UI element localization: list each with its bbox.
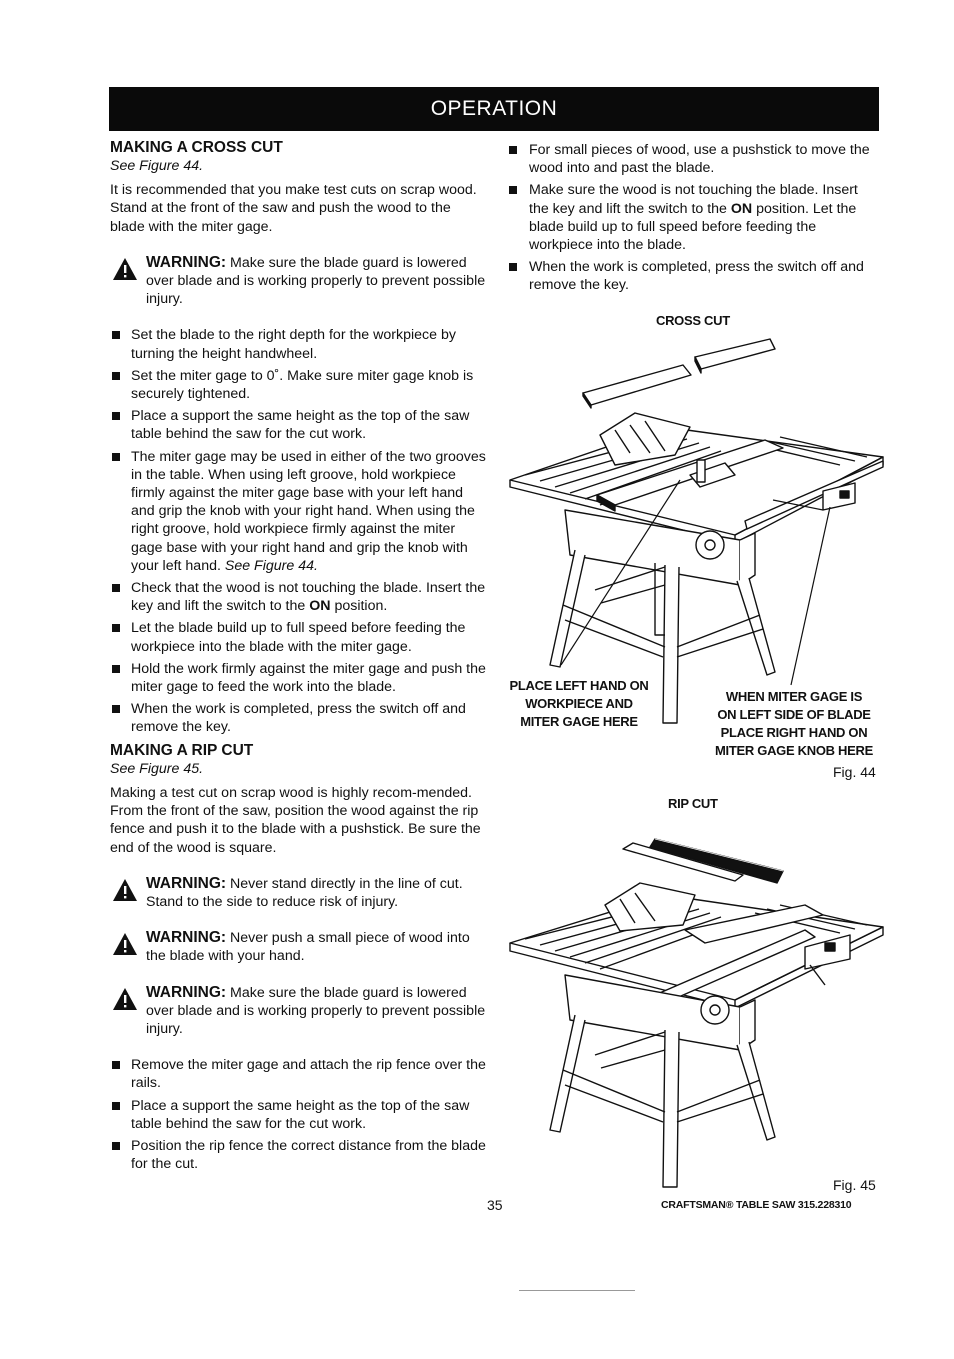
bullet-icon <box>112 331 120 339</box>
warning-block <box>110 875 486 911</box>
warning-text: Make sure the blade guard is lowered over blade and is working properly to prevent possible injury. <box>146 254 486 308</box>
fig44-right-callout: WHEN MITER GAGE IS ON LEFT SIDE OF BLADE PLACE RIGHT HAND ON MITER GAGE KNOB HERE <box>715 689 873 758</box>
warning-text: Make sure the blade guard is lowered over blade and is working properly to prevent possible injury. <box>146 984 486 1037</box>
list-item: Position the rip fence the correct distance from the blade for the cut. <box>110 1137 486 1173</box>
cross-cut-intro: It is recommended that you make test cuts on scrap wood. Stand at the front of the saw and push the wood to the blade with the miter gage. <box>110 182 477 235</box>
fig45-ref: Fig. 45 <box>833 1177 876 1193</box>
fig44-ref: Fig. 44 <box>833 764 876 780</box>
bullet-icon <box>509 146 517 154</box>
cross-cut-heading: MAKING A CROSS CUT <box>110 139 283 156</box>
warning-label: WARNING: <box>146 253 227 271</box>
warning-text: Never push a small piece of wood into the blade with your hand. <box>146 930 470 965</box>
bottom-rule <box>519 1290 635 1291</box>
fig44-left-callout: PLACE LEFT HAND ON WORKPIECE AND MITER GAGE HERE <box>509 678 649 729</box>
left-column <box>110 138 486 1177</box>
footer-model: CRAFTSMAN® TABLE SAW 315.228310 <box>661 1199 852 1211</box>
bullet-icon <box>112 584 120 592</box>
list-item: The miter gage may be used in either of the two grooves in the table. When using left groove, hold workpiece firmly against the miter gage base with your left hand and grip the knob with your right hand. When using the right groove, hold workpiece firmly against the miter gage base with your right hand and grip the knob with your left hand. See Figure 44. <box>110 448 486 575</box>
bullet-icon <box>112 453 120 461</box>
bullet-icon <box>509 186 517 194</box>
warning-icon <box>112 878 138 902</box>
bullet-icon <box>112 1061 120 1069</box>
bullet-icon <box>112 665 120 673</box>
warning-text: Never stand directly in the line of cut. Stand to the side to reduce risk of injury. <box>146 875 463 910</box>
bullet-icon <box>112 624 120 632</box>
list-item: When the work is completed, press the switch off and remove the key. <box>110 700 486 736</box>
list-item: Hold the work firmly against the miter gage and push the miter gage to feed the work into the blade. <box>110 660 486 696</box>
warning-icon <box>112 987 138 1011</box>
list-item: For small pieces of wood, use a pushstick to move the wood into and past the blade. <box>508 141 880 177</box>
bullet-icon <box>112 1102 120 1110</box>
rip-cut-figure-ref: See Figure 45. <box>110 760 204 777</box>
fig44-title: CROSS CUT <box>656 313 730 328</box>
list-item: Make sure the wood is not touching the blade. Insert the key and lift the switch to the ON position. Let the blade build up to full speed before feeding the workpiece into the blade. <box>508 181 880 254</box>
list-item: Set the blade to the right depth for the workpiece by turning the height handwheel. <box>110 326 486 362</box>
list-item: Let the blade build up to full speed before feeding the workpiece into the blade with the miter gage. <box>110 619 486 655</box>
list-item: Remove the miter gage and attach the rip fence over the rails. <box>110 1056 486 1092</box>
list-item: Check that the wood is not touching the blade. Insert the key and lift the switch to the ON position. <box>110 579 486 615</box>
warning-label: WARNING: <box>146 983 227 1001</box>
list-item: Place a support the same height as the top of the saw table behind the saw for the cut work. <box>110 1097 486 1133</box>
cross-cut-figure-ref: See Figure 44. <box>110 158 204 174</box>
fig45-illustration <box>505 835 885 1190</box>
fig44-illustration <box>505 335 885 730</box>
bullet-icon <box>112 1142 120 1150</box>
rip-cut-heading: MAKING A RIP CUT <box>110 741 254 759</box>
fig45-title: RIP CUT <box>668 796 718 811</box>
warning-icon <box>112 932 138 956</box>
page-number: 35 <box>487 1197 503 1213</box>
list-item: Place a support the same height as the top of the saw table behind the saw for the cut work. <box>110 407 486 443</box>
list-item: Set the miter gage to 0˚. Make sure miter gage knob is securely tightened. <box>110 367 486 403</box>
bullet-icon <box>112 372 120 380</box>
warning-label: WARNING: <box>146 874 227 892</box>
warning-icon <box>112 257 138 281</box>
warning-block <box>110 254 486 309</box>
bullet-icon <box>112 412 120 420</box>
warning-label: WARNING: <box>146 929 227 947</box>
warning-block <box>110 984 486 1039</box>
bullet-icon <box>509 263 517 271</box>
warning-block <box>110 929 486 965</box>
list-item: When the work is completed, press the switch off and remove the key. <box>508 258 880 294</box>
section-banner: OPERATION <box>109 87 879 131</box>
bullet-icon <box>112 705 120 713</box>
figure-ref: See Figure 44. <box>220 557 318 574</box>
rip-cut-intro: Making a test cut on scrap wood is highly recom-mended. From the front of the saw, position the wood against the rip fence and push it to the blade with a pushstick. Be sure the end of the wood is square. <box>110 784 481 856</box>
right-column <box>508 141 880 299</box>
